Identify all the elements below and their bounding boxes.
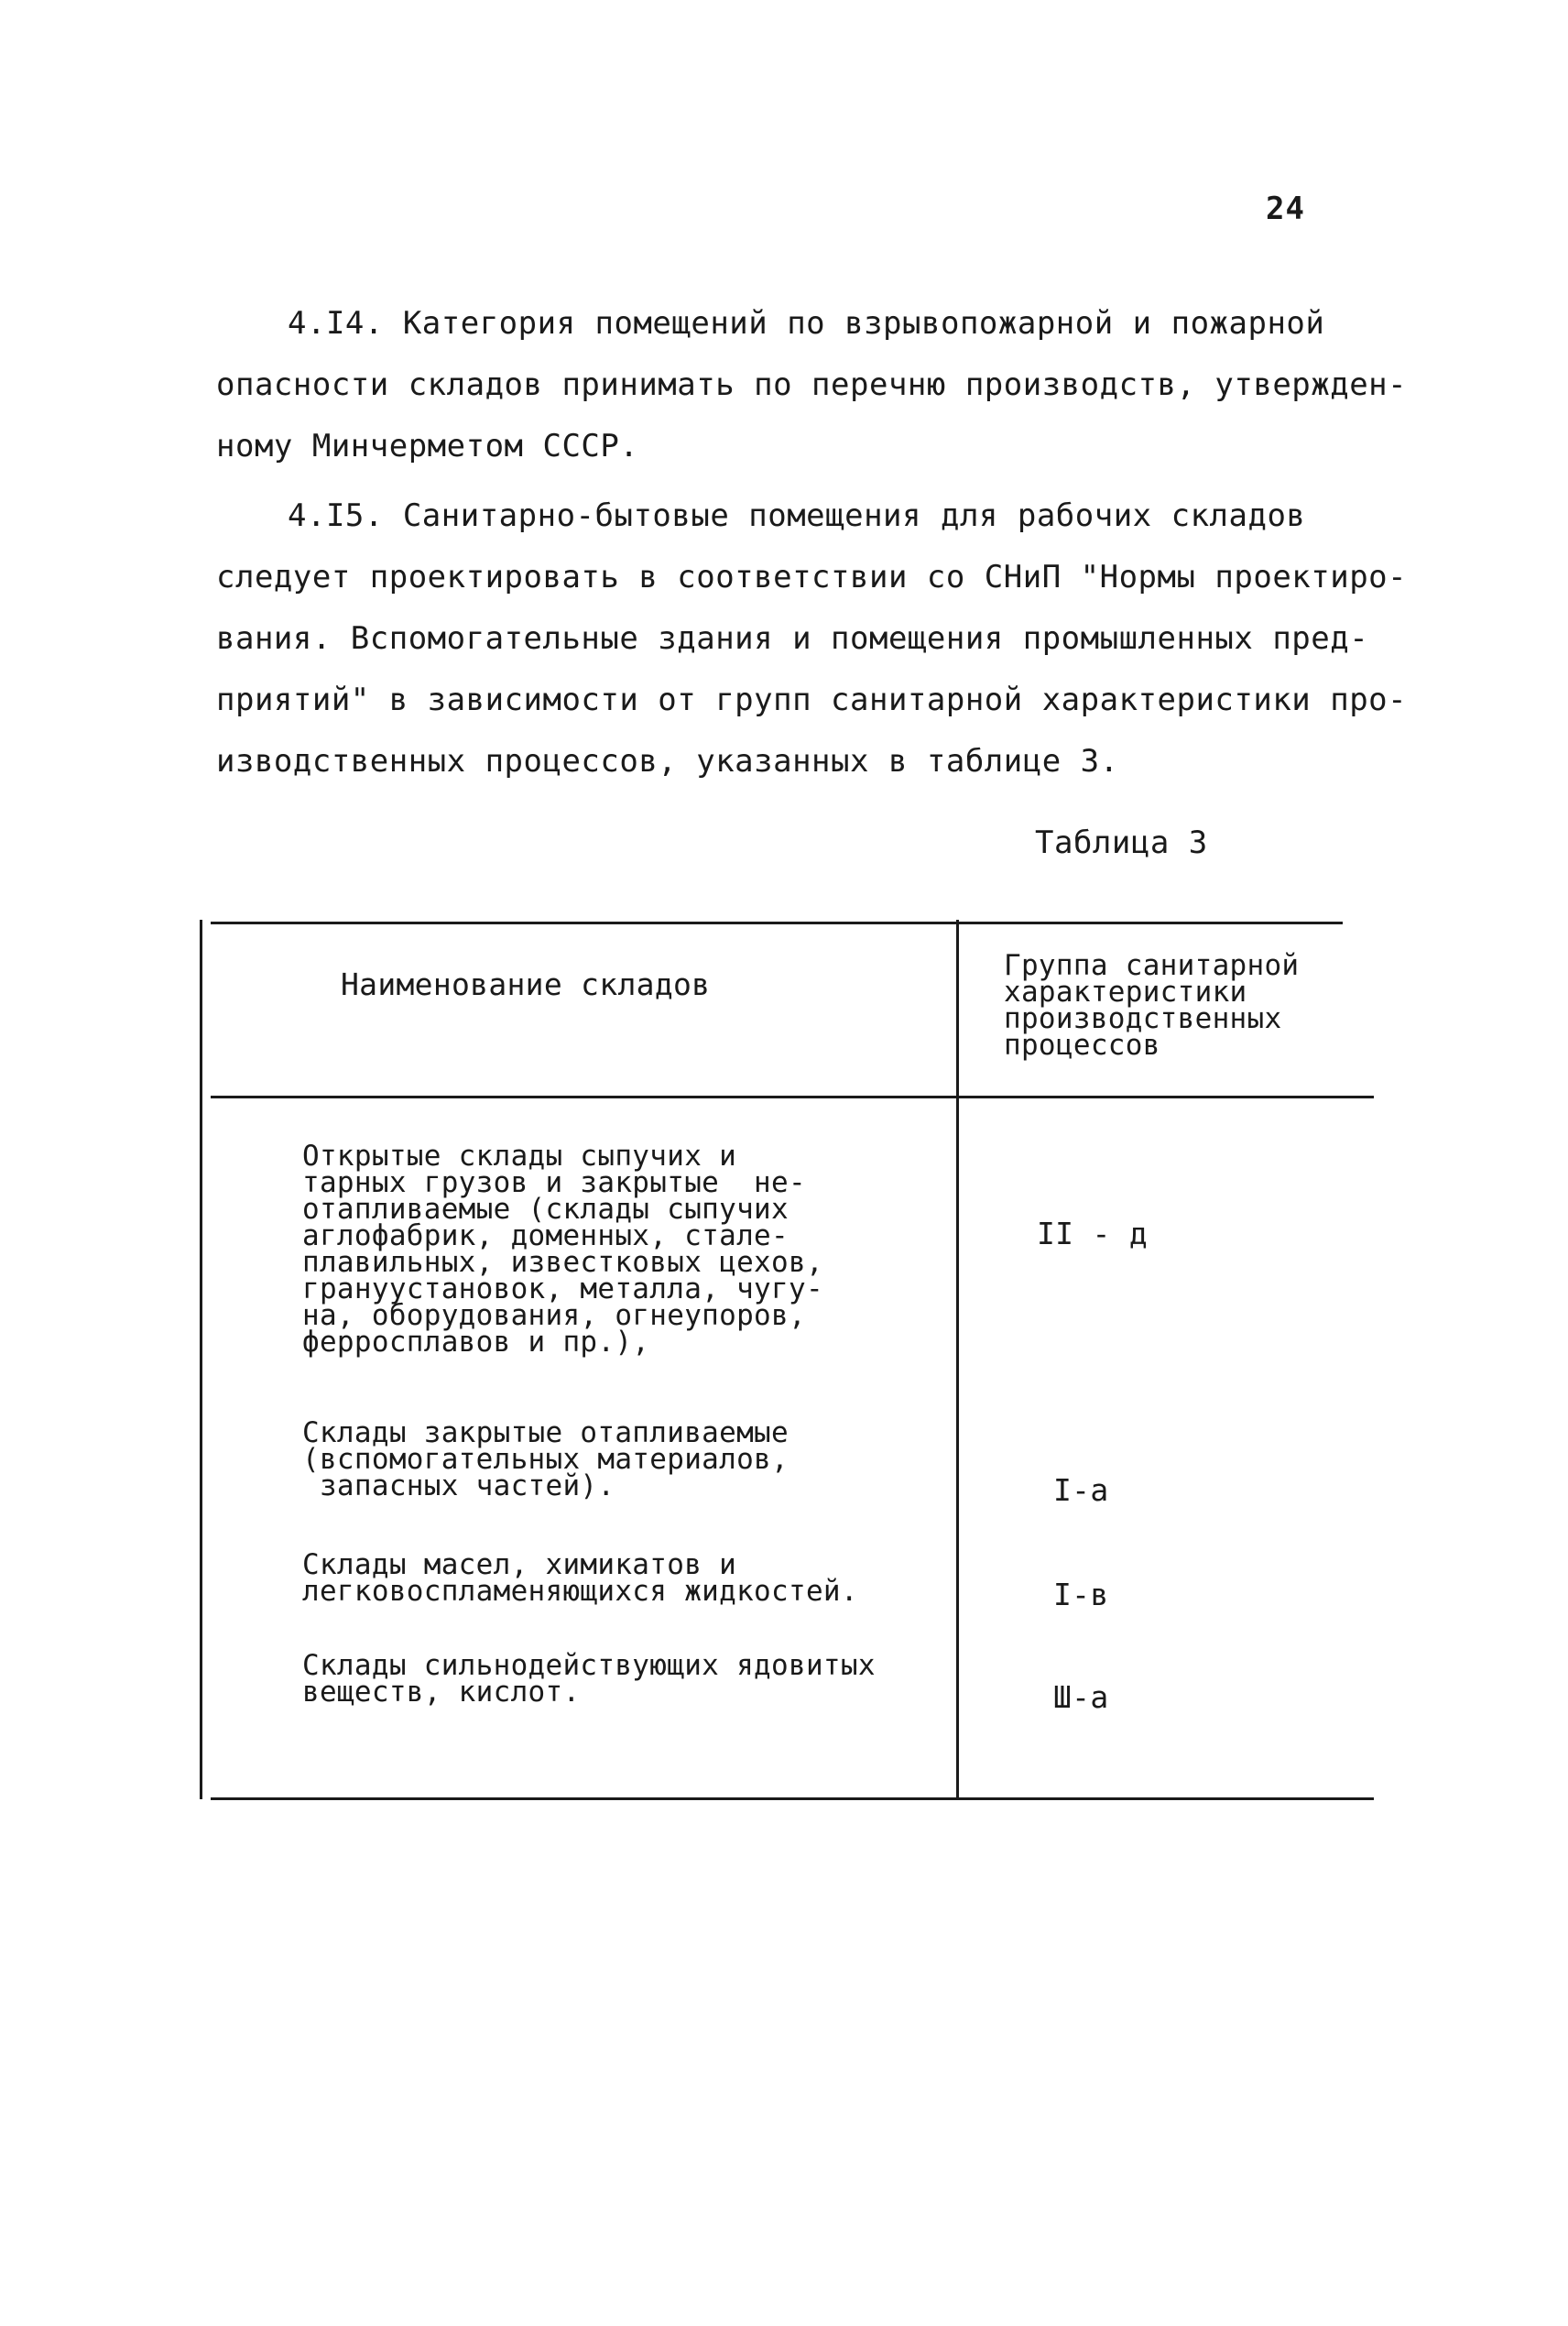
table-row-1-group: II - д <box>1037 1216 1149 1251</box>
header-group-line: производственных <box>1004 1002 1282 1035</box>
paragraph-4-14 <box>216 293 1408 477</box>
row-line: аглофабрик, доменных, стале- <box>302 1219 789 1252</box>
row-line: запасных частей). <box>302 1469 615 1502</box>
table-header-rule <box>211 1096 1374 1098</box>
table-row-4-group: Ш-а <box>1053 1679 1109 1715</box>
paragraph-line: 4.I4. Категория помещений по взрывопожарной и пожарной <box>288 305 1325 342</box>
paragraph-line: приятий" в зависимости от групп санитарной характеристики про- <box>216 682 1408 718</box>
row-line: Открытые склады сыпучих и <box>302 1140 737 1173</box>
table-top-rule <box>211 922 1343 924</box>
paragraph-line: следует проектировать в соответствии со СНиП "Нормы проектиро- <box>216 559 1408 595</box>
paragraph-line: изводственных процессов, указанных в таблице 3. <box>216 743 1119 780</box>
table-row-4-name <box>302 1649 876 1709</box>
row-line: отапливаемые (склады сыпучих <box>302 1193 789 1226</box>
row-line: Склады масел, химикатов и <box>302 1548 737 1581</box>
table-row-2-group: I-а <box>1053 1472 1109 1508</box>
row-line: на, оборудования, огнеупоров, <box>302 1299 806 1332</box>
page-number: 24 <box>1266 191 1305 227</box>
header-sanitary-group <box>1004 949 1300 1062</box>
header-name-of-warehouses <box>341 966 710 1003</box>
row-line: Склады закрытые отапливаемые <box>302 1416 789 1449</box>
table-caption: Таблица 3 <box>1035 824 1208 861</box>
row-line: грануустановок, металла, чугу- <box>302 1272 823 1305</box>
table-row-1-name <box>302 1140 823 1359</box>
table-row-3-name <box>302 1548 858 1608</box>
header-name-text: Наименование складов <box>341 966 711 1002</box>
header-group-line: процессов <box>1004 1029 1160 1062</box>
paragraph-line: опасности складов принимать по перечню производств, утвержден- <box>216 366 1408 403</box>
row-line: легковоспламеняющихся жидкостей. <box>302 1575 858 1608</box>
paragraph-line: 4.I5. Санитарно-бытовые помещения для рабочих складов <box>288 497 1306 534</box>
table-bottom-rule <box>211 1797 1374 1800</box>
table-column-divider <box>956 920 959 1799</box>
table-row-3-group: I-в <box>1053 1577 1109 1612</box>
row-line: (вспомогательных материалов, <box>302 1443 789 1476</box>
row-line: Склады сильнодействующих ядовитых <box>302 1649 876 1682</box>
table-row-2-name <box>302 1416 789 1502</box>
row-line: ферросплавов и пр.), <box>302 1326 650 1359</box>
row-line: тарных грузов и закрытые не- <box>302 1166 806 1199</box>
paragraph-4-15 <box>216 486 1408 792</box>
paragraph-line: вания. Вспомогательные здания и помещения промышленных пред- <box>216 620 1369 657</box>
row-line: веществ, кислот. <box>302 1676 581 1709</box>
header-group-line: Группа санитарной <box>1004 949 1300 982</box>
paragraph-line: ному Минчерметом СССР. <box>216 428 639 464</box>
table-left-border <box>200 920 202 1799</box>
header-group-line: характеристики <box>1004 976 1247 1009</box>
row-line: плавильных, известковых цехов, <box>302 1246 823 1279</box>
